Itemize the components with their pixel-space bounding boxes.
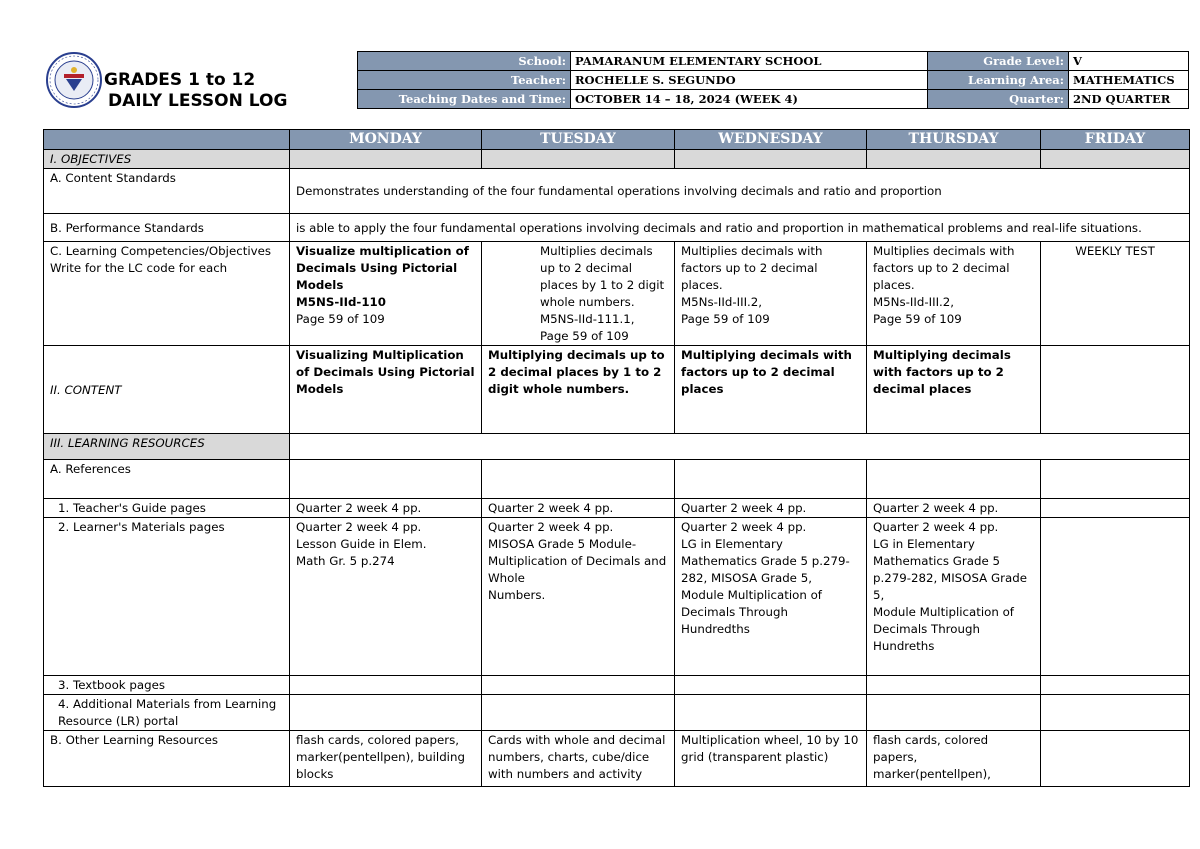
other-resources-label: B. Other Learning Resources — [44, 731, 290, 787]
learning-area-label: Learning Area: — [928, 71, 1069, 90]
teachers-guide-monday: Quarter 2 week 4 pp. — [290, 499, 482, 518]
learning-area-value: MATHEMATICS — [1069, 71, 1189, 90]
content-thursday: Multiplying decimals with factors up to 2 decimal places — [867, 346, 1041, 434]
shade-cell — [867, 150, 1041, 169]
empty-cell — [675, 460, 867, 499]
empty-cell — [1041, 695, 1190, 731]
learners-materials-tuesday: Quarter 2 week 4 pp. MISOSA Grade 5 Module-Multiplication of Decimals and Whole Numbers. — [482, 518, 675, 676]
content-wednesday: Multiplying decimals with factors up to 2 decimal places — [675, 346, 867, 434]
empty-cell — [867, 460, 1041, 499]
grade-level-value: V — [1069, 52, 1189, 71]
other-resources-wednesday: Multiplication wheel, 10 by 10 grid (transparent plastic) — [675, 731, 867, 787]
content-standards-label: A. Content Standards — [44, 169, 290, 214]
empty-cell — [1041, 346, 1190, 434]
title-line-2: DAILY LESSON LOG — [108, 91, 288, 111]
day-header-monday: MONDAY — [290, 130, 482, 150]
empty-cell — [290, 695, 482, 731]
empty-cell — [1041, 460, 1190, 499]
content-standards-value: Demonstrates understanding of the four fundamental operations involving decimals and ratio and proportion — [290, 169, 1190, 214]
teacher-value: ROCHELLE S. SEGUNDO — [571, 71, 928, 90]
empty-cell — [675, 695, 867, 731]
competencies-thursday: Multiplies decimals with factors up to 2 decimal places. M5Ns-IId-III.2, Page 59 of 109 — [867, 242, 1041, 346]
empty-cell — [290, 676, 482, 695]
references-label: A. References — [44, 460, 290, 499]
document-title — [104, 70, 287, 112]
other-resources-monday: flash cards, colored papers, marker(pentellpen), building blocks — [290, 731, 482, 787]
objectives-label: I. OBJECTIVES — [44, 150, 290, 169]
empty-cell — [290, 460, 482, 499]
learners-materials-wednesday: Quarter 2 week 4 pp. LG in Elementary Mathematics Grade 5 p.279-282, MISOSA Grade 5, Module Multiplication of Decimals Through Hundredths — [675, 518, 867, 676]
quarter-value: 2ND QUARTER — [1069, 90, 1189, 109]
empty-cell — [867, 676, 1041, 695]
shade-cell — [482, 150, 675, 169]
teacher-label: Teacher: — [358, 71, 571, 90]
empty-cell — [1041, 676, 1190, 695]
competency-monday-title: Visualize multiplication of Decimals Using Pictorial Models M5NS-IId-110 — [296, 244, 469, 309]
school-value: PAMARANUM ELEMENTARY SCHOOL — [571, 52, 928, 71]
other-resources-tuesday: Cards with whole and decimal numbers, charts, cube/dice with numbers and activity — [482, 731, 675, 787]
competencies-friday: WEEKLY TEST — [1041, 242, 1190, 346]
shade-cell — [675, 150, 867, 169]
teaching-dates-value: OCTOBER 14 – 18, 2024 (WEEK 4) — [571, 90, 928, 109]
content-tuesday: Multiplying decimals up to 2 decimal places by 1 to 2 digit whole numbers. — [482, 346, 675, 434]
empty-cell — [482, 460, 675, 499]
day-header-wednesday: WEDNESDAY — [675, 130, 867, 150]
empty-cell — [675, 676, 867, 695]
additional-materials-label: 4. Additional Materials from Learning Resource (LR) portal — [44, 695, 290, 731]
day-header-thursday: THURSDAY — [867, 130, 1041, 150]
corner-header — [44, 130, 290, 150]
empty-cell — [1041, 731, 1190, 787]
day-header-friday: FRIDAY — [1041, 130, 1190, 150]
competency-monday-page: Page 59 of 109 — [296, 312, 385, 326]
teachers-guide-thursday: Quarter 2 week 4 pp. — [867, 499, 1041, 518]
content-label: II. CONTENT — [44, 346, 290, 434]
teachers-guide-tuesday: Quarter 2 week 4 pp. — [482, 499, 675, 518]
performance-standards-label: B. Performance Standards — [44, 214, 290, 242]
competencies-monday — [290, 242, 482, 346]
empty-cell — [1041, 518, 1190, 676]
competencies-tuesday: Multiplies decimals up to 2 decimal places by 1 to 2 digit whole numbers. M5NS-IId-111.1, Page 59 of 109 — [482, 242, 675, 346]
empty-cell — [482, 695, 675, 731]
shade-cell — [290, 150, 482, 169]
header-info-table — [357, 51, 1189, 109]
teaching-dates-label: Teaching Dates and Time: — [358, 90, 571, 109]
grade-level-label: Grade Level: — [928, 52, 1069, 71]
title-line-1: GRADES 1 to 12 — [104, 70, 256, 90]
performance-standards-value: is able to apply the four fundamental operations involving decimals and ratio and proportion in mathematical problems and real-life situations. — [290, 214, 1190, 242]
learning-resources-label: III. LEARNING RESOURCES — [44, 434, 290, 460]
empty-cell — [482, 676, 675, 695]
lesson-log-table — [43, 129, 1190, 787]
other-resources-thursday: flash cards, colored papers, marker(pentellpen), — [867, 731, 1041, 787]
empty-cell — [290, 434, 1190, 460]
content-monday: Visualizing Multiplication of Decimals Using Pictorial Models — [290, 346, 482, 434]
learners-materials-label: 2. Learner's Materials pages — [44, 518, 290, 676]
competencies-label: C. Learning Competencies/Objectives Write for the LC code for each — [44, 242, 290, 346]
empty-cell — [867, 695, 1041, 731]
textbook-label: 3. Textbook pages — [44, 676, 290, 695]
empty-cell — [1041, 499, 1190, 518]
shade-cell — [1041, 150, 1190, 169]
teachers-guide-wednesday: Quarter 2 week 4 pp. — [675, 499, 867, 518]
deped-seal-logo — [46, 52, 102, 108]
day-header-tuesday: TUESDAY — [482, 130, 675, 150]
learners-materials-monday: Quarter 2 week 4 pp. Lesson Guide in Elem. Math Gr. 5 p.274 — [290, 518, 482, 676]
learners-materials-thursday: Quarter 2 week 4 pp. LG in Elementary Mathematics Grade 5 p.279-282, MISOSA Grade 5, Module Multiplication of Decimals Through Hundreths — [867, 518, 1041, 676]
quarter-label: Quarter: — [928, 90, 1069, 109]
teachers-guide-label: 1. Teacher's Guide pages — [44, 499, 290, 518]
competencies-wednesday: Multiplies decimals with factors up to 2 decimal places. M5Ns-IId-III.2, Page 59 of 109 — [675, 242, 867, 346]
school-label: School: — [358, 52, 571, 71]
